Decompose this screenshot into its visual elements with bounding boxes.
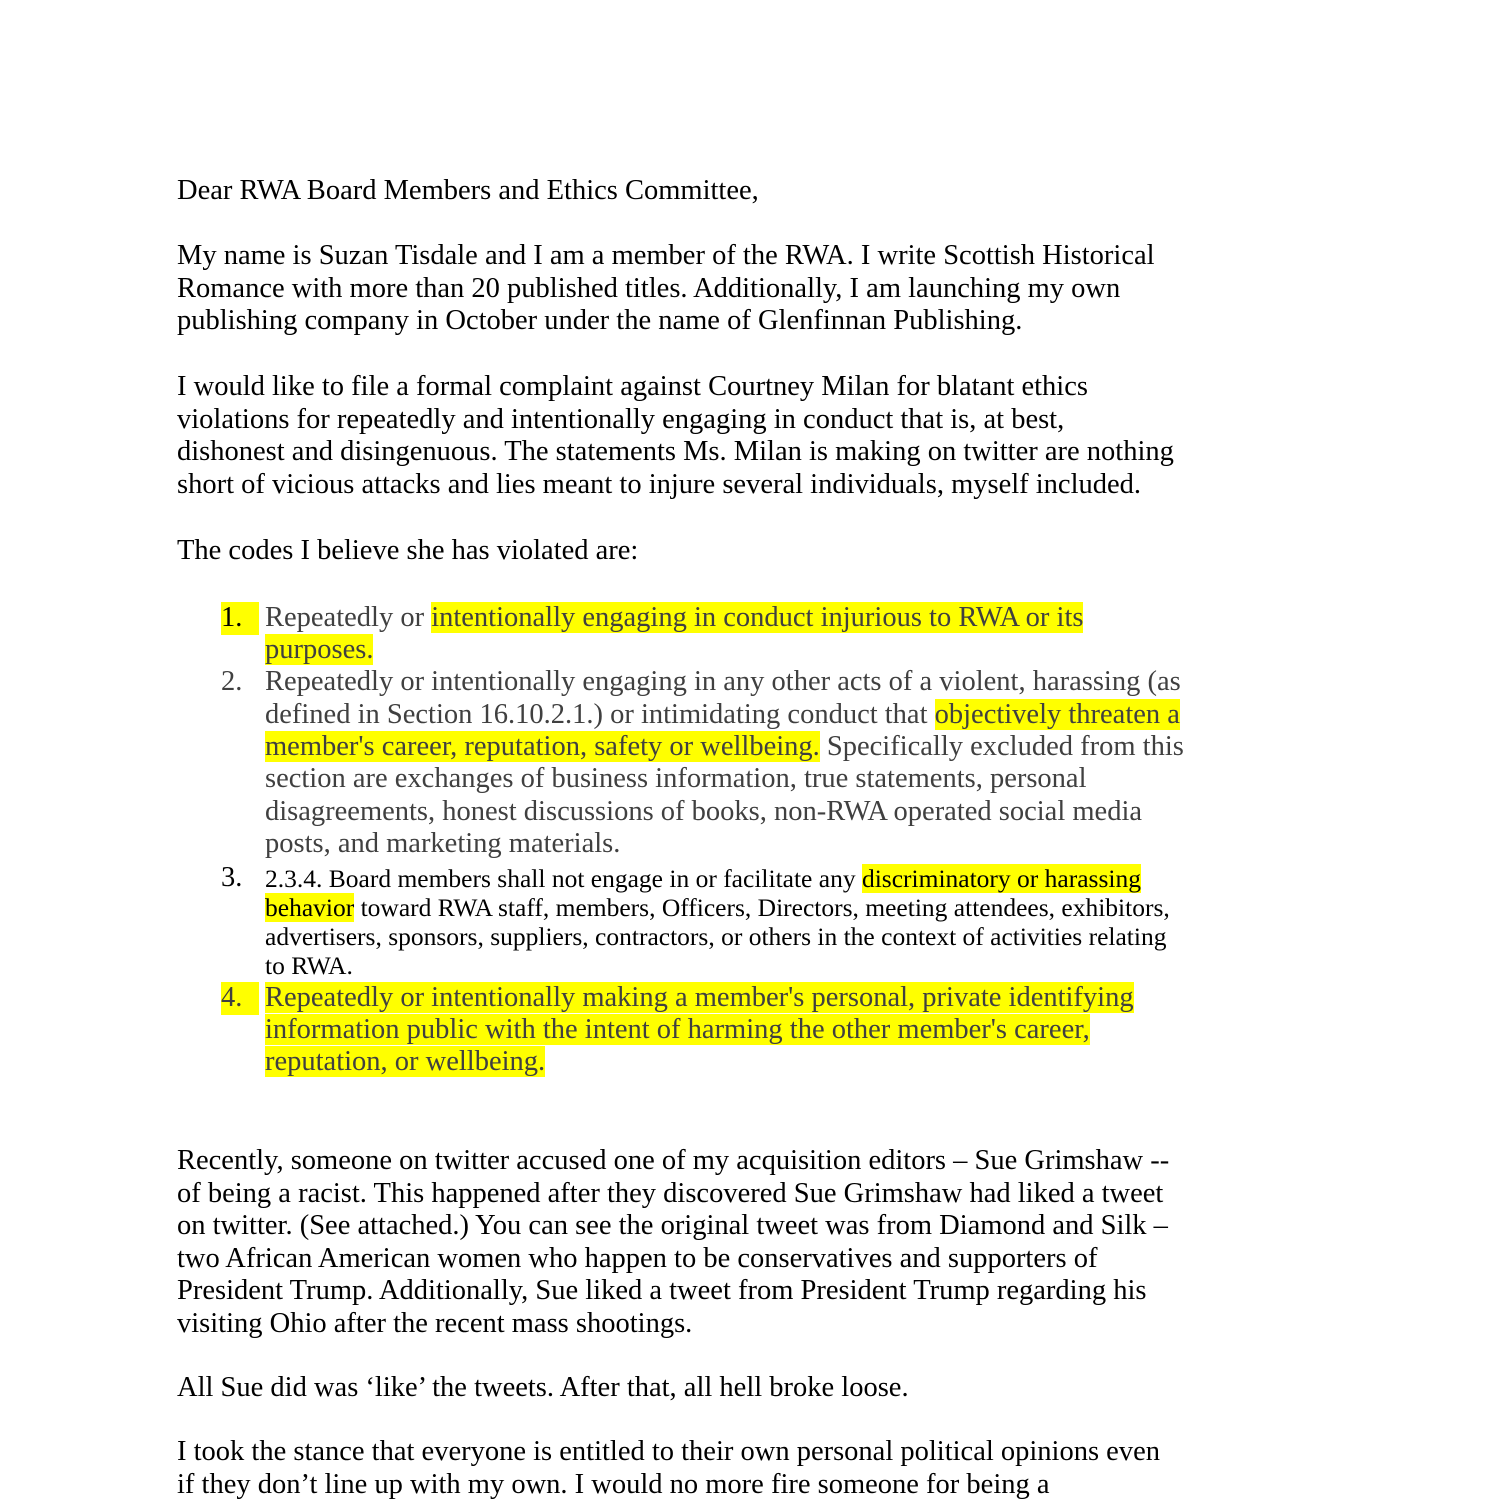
codes-intro: The codes I believe she has violated are:: [177, 535, 639, 566]
list-number: 2.: [221, 666, 243, 697]
list-number: 1.: [221, 602, 259, 635]
paragraph-complaint: I would like to file a formal complaint against Courtney Milan for blatant ethics violations for repeatedly and intentionally engaging in conduct that is, at best, dishonest and disingenuous. The statements Ms. Milan is making on twitter are nothing short of vicious attacks and lies meant to injure several individuals, myself included.: [177, 371, 1174, 500]
list-number: 3.: [221, 862, 243, 893]
document-page: Dear RWA Board Members and Ethics Committee, My name is Suzan Tisdale and I am a member of the RWA. I write Scottish Historical Romance with more than 20 published titles. Additionally, I am launching my own publishing company in October under the name of Glenfinnan Publishing. I would like to file a formal complaint against Courtney Milan for blatant ethics violations for repeatedly and intentionally engaging in conduct that is, at best, dishonest and disingenuous. The statements Ms. Milan is making on twitter are nothing short of vicious attacks and lies meant to injure several individuals, myself included. The codes I believe she has violated are: 1. Repeatedly or intentionally engaging in conduct injurious to RWA or its purposes. 2. Repeatedly or intentionally engaging in any other acts of a violent, harassing (as defined in Section 16.10.2.1.) or intimidating conduct that objectively threaten a member's career, reputation, safety or wellbeing. Specifically excluded from this section are exchanges of business information, true statements, personal disagreements, honest discussions of books, non-RWA operated social media posts, and marketing materials. 3. 2.3.4. Board members shall not engage in or facilitate any discriminatory or harassing behavior toward RWA staff, members, Officers, Directors, meeting attendees, exhibitors, advertisers, sponsors, suppliers, contractors, or others in the context of activities relating to RWA. 4. Repeatedly or intentionally making a member's personal, private identifying information public with the intent of harming the other member's career, reputation, or wellbeing. Recently, someone on twitter accused one of my acquisition editors – Sue Grimshaw -- of being a racist. This happened after they discovered Sue Grimshaw had liked a tweet on twitter. (See attached.) You can see the original tweet was from Diamond and Silk – two African American women who happen to be conservatives and supporters of President Trump. Additionally, Sue liked a tweet from President Trump regarding his visiting Ohio after the recent mass shootings. All Sue did was ‘like’ the tweets. After that, all hell broke loose. I took the stance that everyone is entitled to their own personal political opinions even if they don’t line up with my own. I would no more fire someone for being a: [0, 0, 1500, 1500]
paragraph-background: Recently, someone on twitter accused one of my acquisition editors – Sue Grimshaw -- of being a racist. This happened after they discovered Sue Grimshaw had liked a tweet on twitter. (See attached.) You can see the original tweet was from Diamond and Silk – two African American women who happen to be conservatives and supporters of President Trump. Additionally, Sue liked a tweet from President Trump regarding his visiting Ohio after the recent mass shootings.: [177, 1145, 1170, 1339]
list-number: 4.: [221, 982, 259, 1015]
paragraph-intro: My name is Suzan Tisdale and I am a member of the RWA. I write Scottish Historical Romance with more than 20 published titles. Additionally, I am launching my own publishing company in October under the name of Glenfinnan Publishing.: [177, 240, 1155, 336]
paragraph-stance: I took the stance that everyone is entitled to their own personal political opinions even if they don’t line up with my own. I would no more fire someone for being a: [177, 1436, 1160, 1500]
salutation: Dear RWA Board Members and Ethics Committee,: [177, 175, 759, 206]
paragraph-likes: All Sue did was ‘like’ the tweets. After that, all hell broke loose.: [177, 1372, 909, 1403]
